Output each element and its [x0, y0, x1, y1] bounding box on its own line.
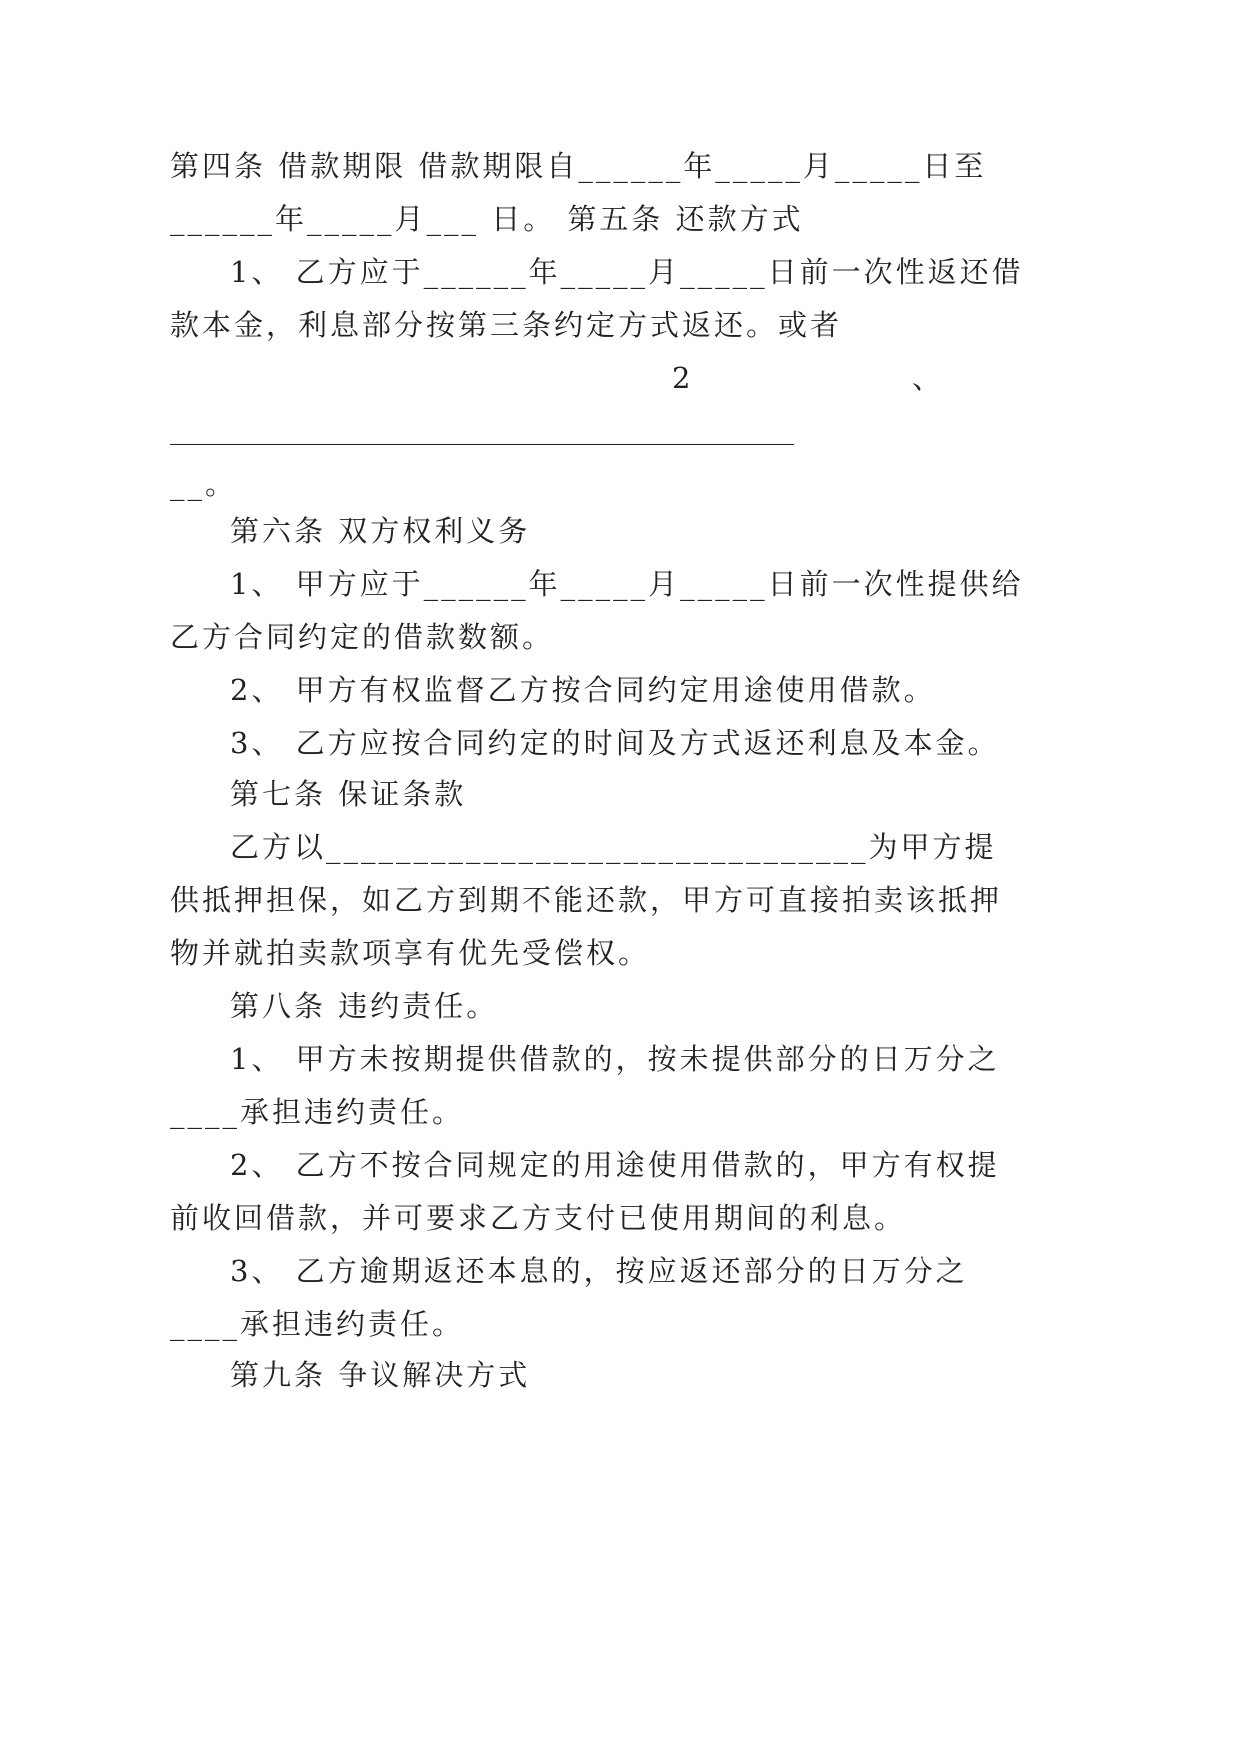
text-line: __。 — [170, 467, 238, 501]
text-line: 供抵押担保，如乙方到期不能还款，甲方可直接拍卖该抵押 — [170, 883, 1003, 917]
text-line: 3、 乙方逾期返还本息的，按应返还部分的日万分之 — [230, 1254, 968, 1288]
section-heading: 第六条 双方权利义务 — [230, 514, 531, 548]
text-line: 1、 甲方应于______年_____月_____日前一次性提供给 — [230, 567, 1024, 601]
section-heading: 第九条 争议解决方式 — [230, 1358, 531, 1392]
text-line: 2、 甲方有权监督乙方按合同约定用途使用借款。 — [230, 673, 936, 707]
text-line: 3、 乙方应按合同约定的时间及方式返还利息及本金。 — [230, 726, 1000, 760]
text-line: 1、 甲方未按期提供借款的，按未提供部分的日万分之 — [230, 1042, 1000, 1076]
section-heading: 第七条 保证条款 — [230, 777, 467, 811]
text-line: ____承担违约责任。 — [170, 1095, 465, 1129]
text-line: 乙方以_______________________________为甲方提 — [230, 830, 997, 864]
text-line: 2、 乙方不按合同规定的用途使用借款的，甲方有权提 — [230, 1148, 1000, 1182]
blank-line: ________________________________________________ — [170, 416, 794, 446]
text-line: 第四条 借款期限 借款期限自______年_____月_____日至 — [170, 149, 987, 183]
text-line: 物并就拍卖款项享有优先受偿权。 — [170, 936, 651, 970]
text-line: 、 — [912, 361, 945, 395]
text-line: 1、 乙方应于______年_____月_____日前一次性返还借 — [230, 255, 1024, 289]
text-line: 前收回借款，并可要求乙方支付已使用期间的利息。 — [170, 1201, 907, 1235]
section-heading: 第八条 违约责任。 — [230, 989, 499, 1023]
text-line: ______年_____月___ 日。 第五条 还款方式 — [170, 202, 804, 236]
text-line: 2 — [672, 361, 694, 395]
text-line: 乙方合同约定的借款数额。 — [170, 620, 555, 654]
text-line: ____承担违约责任。 — [170, 1307, 465, 1341]
text-line: 款本金，利息部分按第三条约定方式返还。或者 — [170, 308, 843, 342]
